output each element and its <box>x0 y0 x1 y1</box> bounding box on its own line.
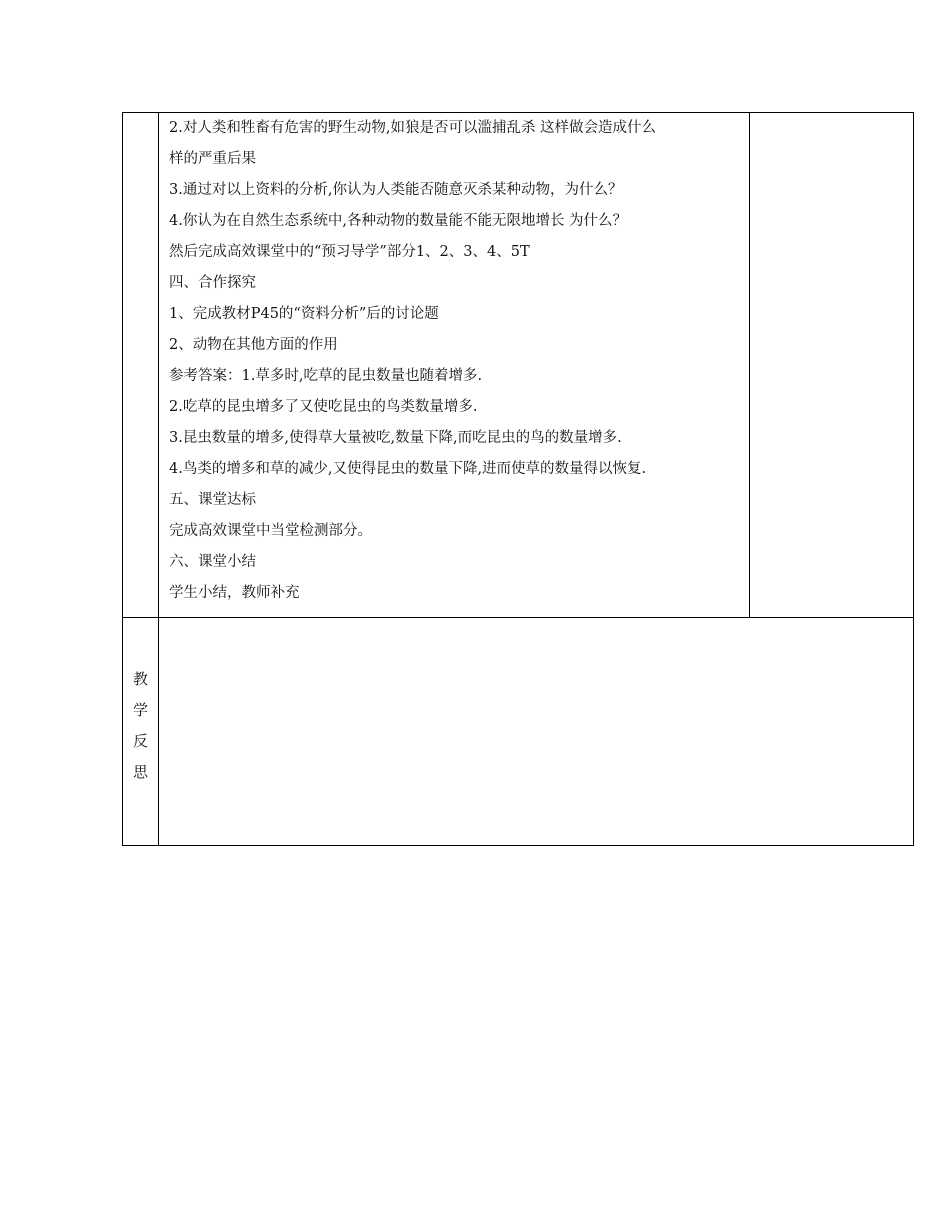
content-line: 1、完成教材P45的“资料分析”后的讨论题 <box>169 306 439 322</box>
content-line: 参考答案：1.草多时,吃草的昆虫数量也随着增多. <box>169 368 483 384</box>
content-line: 学生小结，教师补充 <box>169 585 300 601</box>
reflection-content-cell <box>159 618 914 846</box>
notes-cell-empty <box>750 113 914 618</box>
reflection-label-char: 反 <box>132 732 148 750</box>
label-cell-empty <box>123 113 159 618</box>
content-line: 4.鸟类的增多和草的减少,又使得昆虫的数量下降,进而使草的数量得以恢复. <box>169 461 647 477</box>
section-heading: 四、合作探究 <box>169 275 256 291</box>
content-line: 2.对人类和牲畜有危害的野生动物,如狼是否可以滥捕乱杀 这样做会造成什么 <box>169 120 657 136</box>
content-line: 2.吃草的昆虫增多了又使吃昆虫的鸟类数量增多. <box>169 399 478 415</box>
content-line: 2、动物在其他方面的作用 <box>169 337 338 353</box>
lesson-content-row <box>123 113 914 618</box>
content-line: 完成高效课堂中当堂检测部分。 <box>169 523 372 539</box>
lesson-content-cell <box>159 113 750 618</box>
reflection-label-cell <box>123 618 159 846</box>
reflection-label-char: 学 <box>132 701 148 719</box>
content-line: 3.通过对以上资料的分析,你认为人类能否随意灭杀某种动物，为什么？ <box>169 182 623 198</box>
reflection-label-char: 思 <box>132 763 148 781</box>
content-line: 然后完成高效课堂中的“预习导学”部分1、2、3、4、5T <box>169 244 530 260</box>
content-line: 样的严重后果 <box>169 151 256 167</box>
section-heading: 六、课堂小结 <box>169 554 256 570</box>
reflection-label-char: 教 <box>132 670 148 688</box>
lesson-plan-table <box>122 112 914 846</box>
content-line: 3.昆虫数量的增多,使得草大量被吃,数量下降,而吃昆虫的鸟的数量增多. <box>169 430 622 446</box>
reflection-row <box>123 618 914 846</box>
section-heading: 五、课堂达标 <box>169 492 256 508</box>
content-line: 4.你认为在自然生态系统中,各种动物的数量能不能无限地增长 为什么？ <box>169 213 628 229</box>
